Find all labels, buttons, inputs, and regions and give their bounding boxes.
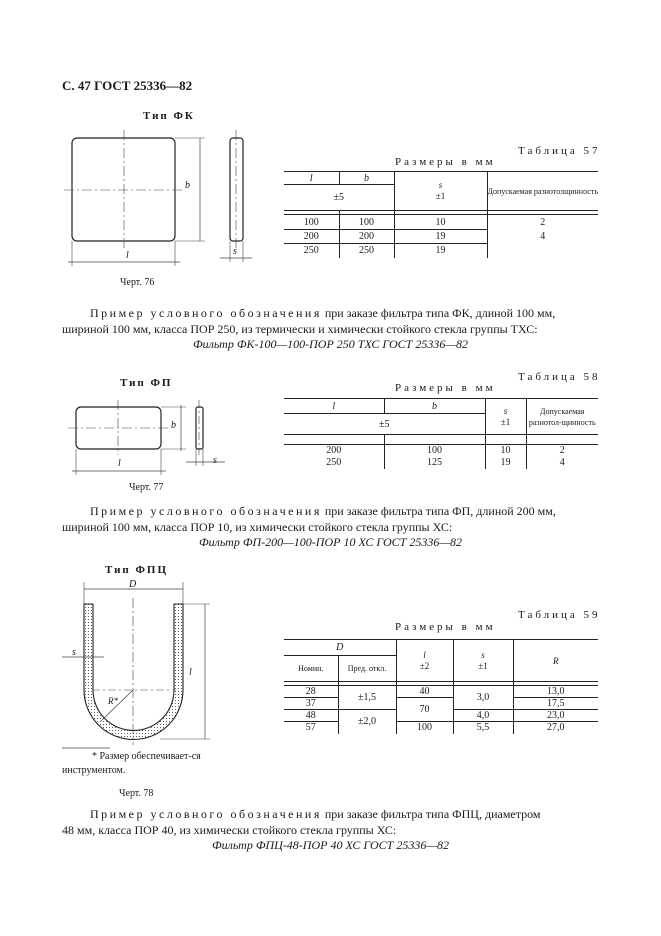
- table-57: l b s ±1 Допускаемая разнотолщинность ±5 100 100 10 2 200 200 19 4 250 250 19: [284, 171, 598, 258]
- caption-fp: Черт. 77: [129, 482, 164, 493]
- table-row: 250 250 19: [284, 244, 598, 258]
- table-row: 57 100 5,5 27,0: [284, 722, 598, 734]
- table-row: 250 125 19 4: [284, 457, 598, 469]
- table-57-title: Таблица 57: [518, 145, 601, 157]
- table-row: 200 200 19 4: [284, 230, 598, 244]
- table-row: 28 ±1,5 40 3,0 13,0: [284, 686, 598, 698]
- example-fpc: Пример условного обозначения при заказе фильтра типа ФПЦ, диаметром 48 мм, класса ПОР 40, из химически стойкого стекла группы ХС:: [62, 807, 541, 837]
- formula-fpc: Фильтр ФПЦ-48-ПОР 40 ХС ГОСТ 25336—82: [211, 838, 450, 852]
- type-fpc-title: Тип ФПЦ: [105, 564, 169, 576]
- table-59: D l ±2 s ±1 R Номин. Пред. откл. 28 ±1,5 40 3,0 13,0 37 70 17,5 48 ±2,0 4,0 23,0 57 100 5,5 27,0: [284, 639, 598, 734]
- example-fp: Пример условного обозначения при заказе фильтра типа ФП, длиной 200 мм, шириной 100 мм, класса ПОР 10, из химически стойкого стекла группы ХС:: [62, 504, 556, 534]
- type-fp-title: Тип ФП: [120, 377, 173, 389]
- table-58-sub: Размеры в мм: [395, 382, 496, 394]
- table-59-title: Таблица 59: [518, 609, 601, 621]
- dim-s-label: s: [213, 455, 217, 466]
- table-57-sub: Размеры в мм: [395, 156, 496, 168]
- table-58-title: Таблица 58: [518, 371, 601, 383]
- dim-b-label: b: [171, 420, 176, 431]
- table-row: 48 ±2,0 4,0 23,0: [284, 710, 598, 722]
- caption-fk: Черт. 76: [120, 277, 155, 288]
- page-header: С. 47 ГОСТ 25336—82: [62, 78, 193, 93]
- type-fk-title: Тип ФК: [143, 110, 195, 122]
- formula-fk: Фильтр ФК-100—100-ПОР 250 ТХС ГОСТ 25336—82: [192, 337, 469, 351]
- dim-b-label: b: [185, 180, 190, 191]
- dim-l-label: l: [126, 250, 129, 261]
- formula-fp: Фильтр ФП-200—100-ПОР 10 ХС ГОСТ 25336—82: [198, 535, 463, 549]
- dim-s-label: s: [233, 246, 237, 257]
- dim-s-label: s: [72, 647, 76, 658]
- dim-D-label: D: [129, 579, 137, 590]
- table-row: 100 100 10 2: [284, 215, 598, 230]
- table-58: l b s ±1 Допускаемая разнотол-щинность ±5 200 100 10 2 250 125 19 4: [284, 398, 598, 469]
- table-59-sub: Размеры в мм: [395, 621, 496, 633]
- footnote: * Размер обеспечивает-ся инструментом.: [62, 751, 201, 776]
- dim-R-label: R*: [108, 696, 118, 706]
- table-row: 200 100 10 2: [284, 445, 598, 457]
- dim-l-label: l: [118, 458, 121, 469]
- example-fk: Пример условного обозначения при заказе фильтра типа ФК, длиной 100 мм, шириной 100 мм, класса ПОР 250, из термически и химически стойкого стекла группы ТХС:: [62, 306, 556, 336]
- dim-l-label: l: [189, 667, 192, 678]
- table-row: 37 70 17,5: [284, 698, 598, 710]
- caption-fpc: Черт. 78: [119, 788, 154, 799]
